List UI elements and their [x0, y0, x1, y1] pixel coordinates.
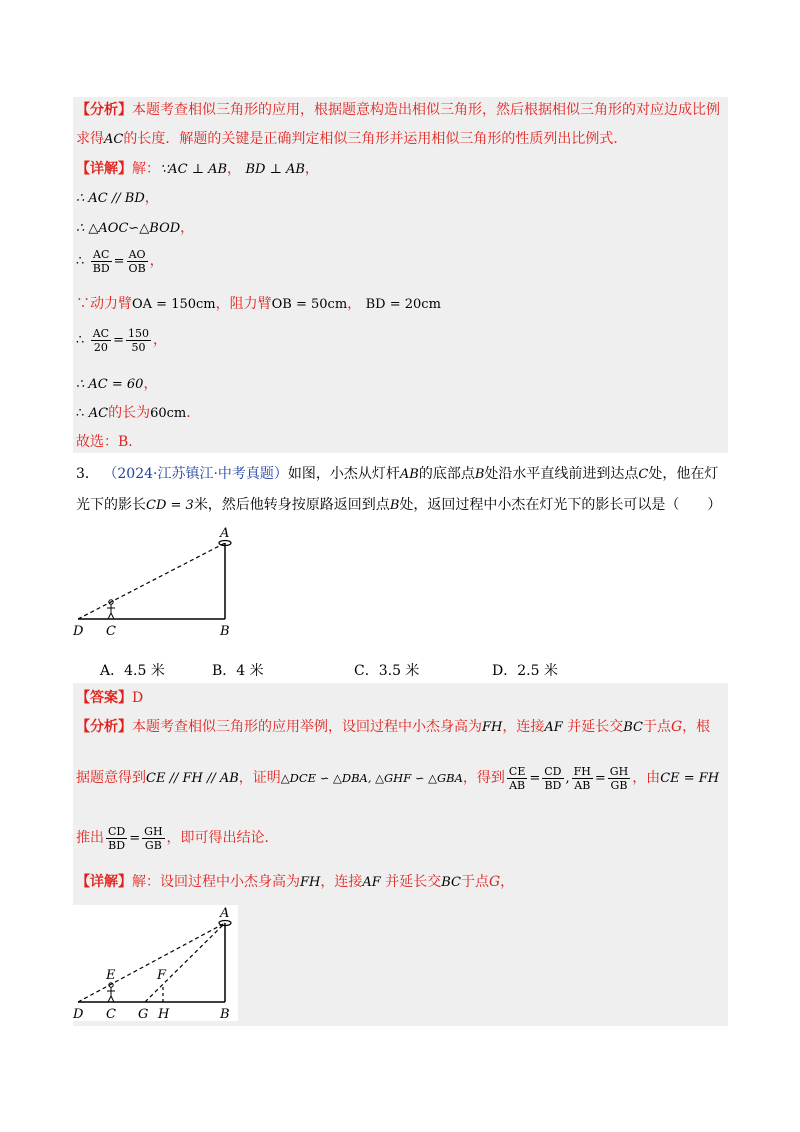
comma: , — [565, 771, 570, 786]
equals: = — [113, 333, 125, 348]
punct: ， — [304, 161, 319, 177]
equals: = — [594, 771, 606, 786]
math-g: G — [670, 719, 683, 735]
math-af: AF — [544, 720, 563, 735]
question-text: 处，他在灯 — [648, 466, 719, 482]
analysis-text: 推出 — [76, 830, 104, 846]
therefore-symbol: ∴ — [76, 333, 85, 348]
punct: ， — [153, 332, 168, 348]
math-bc: BC — [441, 875, 461, 890]
analysis-text: 的长度．解题的关键是正确判定相似三角形并运用相似三角形的性质列出比例式． — [123, 131, 628, 147]
question-text: 光下的影长 — [76, 497, 146, 513]
numerator: CD — [108, 824, 126, 838]
label-d: D — [73, 1007, 84, 1022]
fraction-150-50 — [126, 327, 151, 354]
math-ac: AC — [104, 132, 124, 147]
resistance-arm-label: 阻力臂 — [229, 296, 272, 312]
punct: ， — [143, 376, 158, 392]
detail-line-substitute — [76, 325, 167, 356]
detail-line-final — [76, 403, 200, 424]
label-b: B — [220, 624, 230, 639]
analysis-tag: 【分析】 — [76, 102, 132, 118]
fraction-ac-20 — [91, 327, 111, 354]
detail-line-result — [76, 374, 157, 395]
fraction-cd-bd — [542, 765, 563, 792]
denominator: 50 — [131, 340, 146, 354]
detail-text: 的长为 — [108, 405, 151, 421]
person-icon — [107, 600, 115, 619]
detail-line-ratio — [76, 246, 164, 277]
analysis2-line-2 — [76, 762, 719, 795]
detail-tag: 【详解】 — [76, 874, 132, 890]
math-bc: BC — [623, 720, 643, 735]
punct: ， — [215, 296, 230, 312]
math-ac: AC — [88, 406, 109, 421]
detail-text: 于点 — [460, 874, 489, 890]
label-c: C — [106, 1007, 116, 1022]
math-ab: AB — [399, 467, 419, 482]
punct: ， — [144, 190, 159, 206]
math-ce-eq-fh: CE = FH — [660, 771, 720, 786]
label-d: D — [73, 624, 84, 639]
label-a: A — [220, 526, 230, 541]
equals: = — [529, 771, 541, 786]
numerator: AO — [127, 248, 148, 262]
denominator: AB — [574, 778, 591, 792]
math-bd: BD = 20cm — [365, 297, 441, 312]
numerator: GH — [609, 764, 629, 778]
analysis-text: ，即可得出结论． — [166, 830, 279, 846]
numerator: GH — [144, 824, 163, 838]
label-f: F — [157, 968, 167, 983]
label-a: A — [220, 906, 230, 921]
choice-b[interactable]: B．4 米 — [212, 663, 264, 679]
denominator: BD — [108, 838, 126, 852]
detail-tag: 【详解】 — [76, 161, 132, 177]
question-line-1 — [76, 464, 718, 485]
analysis2-line-1 — [76, 717, 710, 738]
fraction-fh-ab — [572, 765, 593, 792]
numerator: AC — [92, 326, 110, 340]
question-text: 如图，小杰从灯杆 — [287, 466, 400, 482]
fraction-gh-gb — [142, 825, 164, 852]
detail-text: 并延长交 — [385, 874, 442, 890]
punct: ． — [186, 405, 201, 421]
question-text: 米，然后他转身按原路返回到点 — [193, 497, 390, 513]
punct: ， — [227, 161, 242, 177]
analysis-text: ，根 — [682, 719, 711, 735]
therefore-symbol: ∴ — [76, 254, 85, 269]
math-result: ∴ AC = 60 — [76, 377, 144, 392]
analysis-text: 于点 — [642, 719, 671, 735]
analysis-text: ，由 — [632, 770, 661, 786]
denominator: BD — [92, 261, 110, 275]
analysis-text: ，连接 — [502, 719, 545, 735]
denominator: 20 — [93, 340, 108, 354]
numerator: FH — [573, 764, 591, 778]
detail-text: ， — [500, 874, 515, 890]
math-c: C — [638, 467, 649, 482]
label-e: E — [106, 968, 116, 983]
analysis-text: 并延长交 — [567, 719, 624, 735]
fraction-gh-gb — [608, 765, 630, 792]
math-g: G — [488, 874, 501, 890]
figure-solution — [70, 903, 240, 1023]
numerator: 150 — [128, 326, 150, 340]
denominator: AB — [509, 778, 526, 792]
punct: ， — [180, 220, 195, 236]
math-fh: FH — [482, 720, 503, 735]
detail-text: 解： — [132, 161, 160, 177]
answer-line-2 — [76, 688, 143, 708]
label-g: G — [138, 1007, 149, 1022]
math-b: B — [474, 467, 485, 482]
question-source: （2024·江苏镇江·中考真题） — [103, 466, 288, 482]
math-parallel: ∴ AC // BD — [76, 191, 145, 206]
detail-text: ，连接 — [320, 874, 363, 890]
analysis-line-1 — [76, 100, 720, 120]
math-fh: FH — [300, 875, 321, 890]
equals: = — [129, 831, 141, 846]
denominator: GB — [144, 838, 162, 852]
analysis-text: ，得到 — [462, 770, 505, 786]
answer-tag: 【答案】 — [76, 690, 132, 706]
therefore-symbol: ∴ — [76, 406, 85, 421]
fraction-ce-ab — [507, 765, 527, 792]
fraction-cd-bd — [106, 825, 127, 852]
question-number: 3． — [76, 466, 99, 482]
question-line-2 — [76, 495, 721, 516]
math-similar: △DCE ∽ △DBA, △GHF ∽ △GBA — [280, 771, 463, 785]
math-perp-2: BD ⊥ AB — [245, 162, 305, 177]
math-oa: OA = 150cm — [132, 297, 216, 312]
question-text: 处沿水平直线前进到达点 — [484, 466, 639, 482]
analysis-line-2 — [76, 129, 627, 150]
math-ob: OB = 50cm — [271, 297, 348, 312]
power-arm-label: 动力臂 — [90, 296, 132, 312]
question-text: 的底部点 — [418, 466, 475, 482]
numerator: AC — [91, 248, 112, 262]
denominator: GB — [610, 778, 628, 792]
math-af: AF — [362, 875, 381, 890]
since-symbol: ∵ — [76, 296, 90, 312]
answer-line: 故选：B． — [76, 434, 143, 450]
math-cd: CD = 3 — [146, 498, 194, 513]
analysis-text: ，证明 — [238, 770, 281, 786]
detail-text: 解：设回过程中小杰身高为 — [132, 874, 300, 890]
analysis-text: 据题意得到 — [76, 770, 146, 786]
answer-value: D — [132, 690, 144, 706]
punct: ， — [347, 296, 362, 312]
detail-line-given — [76, 294, 441, 315]
fraction-ac-bd — [91, 248, 112, 275]
math-b: B — [389, 498, 400, 513]
light-ray — [78, 543, 225, 619]
figure-background — [72, 905, 238, 1021]
question-text: 处，返回过程中小杰在灯光下的影长可以是（ ） — [399, 497, 722, 513]
analysis2-line-3 — [76, 822, 279, 855]
choice-c[interactable]: C．3.5 米 — [354, 663, 420, 679]
denominator: OB — [128, 261, 146, 275]
detail-line-similar — [76, 218, 194, 239]
math-parallel: CE // FH // AB — [146, 771, 239, 786]
numerator: CD — [544, 764, 562, 778]
label-h: H — [158, 1007, 170, 1022]
label-c: C — [106, 624, 116, 639]
choice-a[interactable]: A．4.5 米 — [100, 663, 165, 679]
math-perp-1: ∵AC ⊥ AB — [160, 162, 228, 177]
math-similar: ∴ △AOC∽△BOD — [76, 221, 181, 236]
detail2-line-1 — [76, 872, 514, 893]
denominator: BD — [544, 778, 562, 792]
choice-d[interactable]: D．2.5 米 — [492, 663, 558, 679]
analysis-text: 本题考查相似三角形的应用举例，设回过程中小杰身高为 — [132, 719, 482, 735]
detail-line-1 — [76, 159, 319, 180]
equals: = — [113, 254, 125, 269]
solution-block-1 — [73, 97, 728, 453]
analysis-text: 求得 — [76, 131, 104, 147]
fraction-ao-ob — [127, 248, 148, 275]
analysis-tag: 【分析】 — [76, 719, 132, 735]
numerator: CE — [508, 764, 526, 778]
figure-lamp-post — [70, 525, 240, 640]
label-b: B — [220, 1007, 230, 1022]
detail-line-parallel — [76, 188, 159, 209]
math-60cm: 60cm — [150, 406, 187, 421]
punct: ， — [149, 253, 164, 269]
analysis-text: 本题考查相似三角形的应用，根据题意构造出相似三角形，然后根据相似三角形的对应边成比例 — [132, 102, 720, 118]
